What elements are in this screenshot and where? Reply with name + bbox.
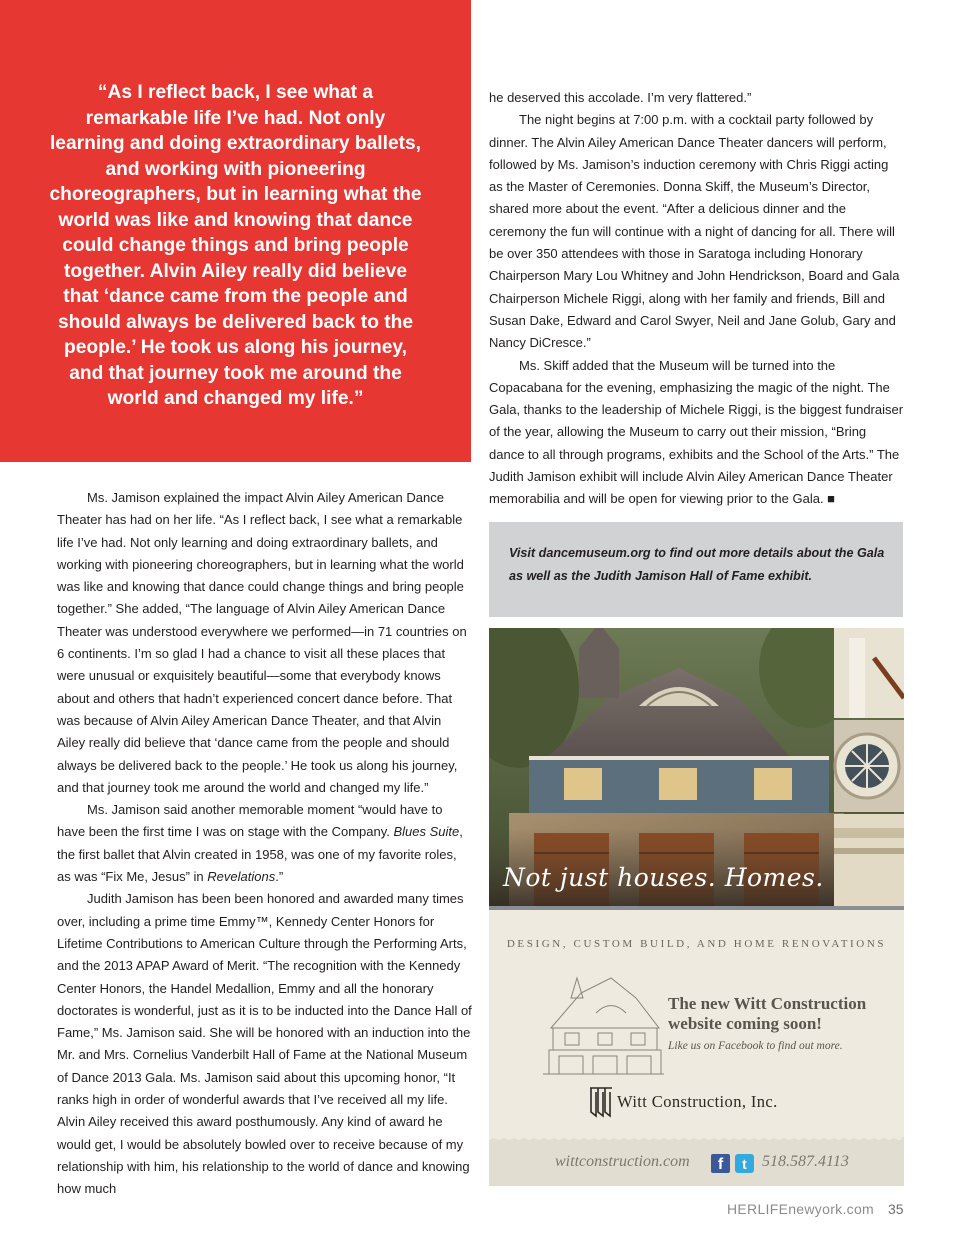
- ad-website-link[interactable]: wittconstruction.com: [555, 1153, 690, 1170]
- witt-construction-ad[interactable]: [489, 628, 904, 1186]
- article-right-column: [489, 87, 904, 511]
- ballet-title: Blues Suite: [393, 824, 460, 840]
- witt-logo-icon: [590, 1084, 612, 1118]
- ad-footer: [489, 1140, 904, 1186]
- article-paragraph: [489, 355, 904, 511]
- pull-quote: “As I reflect back, I see what a remarkable life I’ve had. Not only learning and doing extraordinary ballets, and working with pioneering choreographers, but in learning what the world was like and knowing that dance could change things and bring people together. Alvin Ailey really did believe that ‘dance came from the people and should always be delivered back to the people.’ He took us along his journey, and that journey took me around the world and changed my life.”: [49, 82, 422, 409]
- text-run: , the first ballet that Alvin created in 1958, was one of my favorite roles, as was “Fix Me, Jesus” in: [57, 824, 463, 885]
- footer-website[interactable]: HERLIFEnewyork.com: [727, 1201, 874, 1217]
- article-paragraph: Judith Jamison has been been honored and awarded many times over, including a prime time Emmy™, Kennedy Center Honors for Lifetime Contributions to American Culture through the Performing Arts, and the 2013 APAP Award of Merit. “The recognition with the Kennedy Center Honors, the Handel Medallion, Emmy and all the honorary doctorates is wonderful, just as it is to be inducted into the Dance Hall of Fame,” Ms. Jamison said. She will be honored with an induction into the Mr. and Mrs. Cornelius Vanderbilt Hall of Fame at the National Museum of Dance 2013 Gala. Ms. Jamison said about this upcoming honor, “It ranks high in order of wonderful awards that I’ve received all my life. Alvin Ailey received this award posthumously. Any kind of award he would get, I would be absolutely bowled over to receive because of my relationship with him, his relationship to the world of dance and knowing how much: [57, 891, 472, 1197]
- ad-headline: The new Witt Construction website coming soon!: [668, 994, 867, 1033]
- ad-phone-number: 518.587.4113: [762, 1153, 849, 1170]
- ballet-title: Revelations: [207, 869, 276, 885]
- article-paragraph: The night begins at 7:00 p.m. with a cocktail party followed by dinner. The Alvin Ailey American Dance Theater dancers will perform, followed by Ms. Jamison’s induction ceremony with Chris Riggi acting as the Master of Ceremonies. Donna Skiff, the Museum’s Director, shared more about the event. “After a delicious dinner and the ceremony the fun will continue with a night of dancing for all. There will be over 350 attendees with those in Saratoga including Honorary Chairperson Mary Lou Whitney and John Hendrickson, Board and Gala Chairperson Michele Riggi, along with her family and friends, Bill and Susan Dake, Edward and Carol Swyer, Neil and Jane Golub, Gary and Nancy DiCresce.”: [489, 112, 900, 351]
- ad-services-line: DESIGN, CUSTOM BUILD, AND HOME RENOVATIONS: [506, 938, 887, 950]
- article-paragraph: [57, 799, 472, 888]
- twitter-icon[interactable]: t: [735, 1154, 754, 1173]
- page-number: 35: [888, 1201, 904, 1217]
- article-left-column: [57, 487, 472, 1201]
- house-sketch-illustration: [541, 968, 666, 1078]
- scallop-border: [489, 1134, 904, 1142]
- text-run: .”: [275, 869, 284, 885]
- article-paragraph: he deserved this accolade. I’m very flattered.”: [489, 90, 752, 105]
- article-paragraph: Ms. Jamison explained the impact Alvin Ailey American Dance Theater has had on her life. “As I reflect back, I see what a remarkable life I’ve had. Not only learning and doing extraordinary ballets, and working with pioneering choreographers, but in learning what the world was like and knowing that dance could change things and bring people together.” She added, “The language of Alvin Ailey American Dance Theater was understood everywhere we performed—in 71 countries on 6 continents. I’m so glad I had a chance to visit all these places that were unusual or exquisitely beautiful—some that everybody knows about and others that hadn’t experienced concert dance before. That was because of Alvin Ailey American Dance Theater, and that Alvin Ailey really did believe that ‘dance came from the people and should always be delivered back to the people.’ He took us along his journey, and that journey took me around the world and changed my life.”: [57, 490, 467, 795]
- facebook-icon[interactable]: f: [711, 1154, 730, 1173]
- visit-info-text: Visit dancemuseum.org to find out more details about the Gala as well as the Judith Jamison Hall of Fame exhibit.: [509, 546, 885, 583]
- text-run: Ms. Jamison said another memorable moment “would have to have been the first time I was on stage with the Company.: [57, 802, 443, 840]
- ad-tagline: Not just houses. Homes.: [503, 863, 824, 892]
- company-name: Witt Construction, Inc.: [617, 1092, 778, 1111]
- visit-info-box: [489, 522, 903, 617]
- pull-quote-box: [0, 0, 471, 462]
- text-run: Ms. Skiff added that the Museum will be turned into the Copacabana for the evening, emphasizing the magic of the night. The Gala, thanks to the leadership of Michele Riggi, is the biggest fundraiser of the year, allowing the Museum to carry out their mission, “Bring dance to all through programs, exhibits and the School of the Arts.” The Judith Jamison exhibit will include Alvin Ailey American Dance Theater memorabilia and will be open for viewing prior to the Gala.: [489, 357, 904, 507]
- ad-subline: Like us on Facebook to find out more.: [668, 1040, 843, 1052]
- end-mark: ■: [827, 491, 836, 507]
